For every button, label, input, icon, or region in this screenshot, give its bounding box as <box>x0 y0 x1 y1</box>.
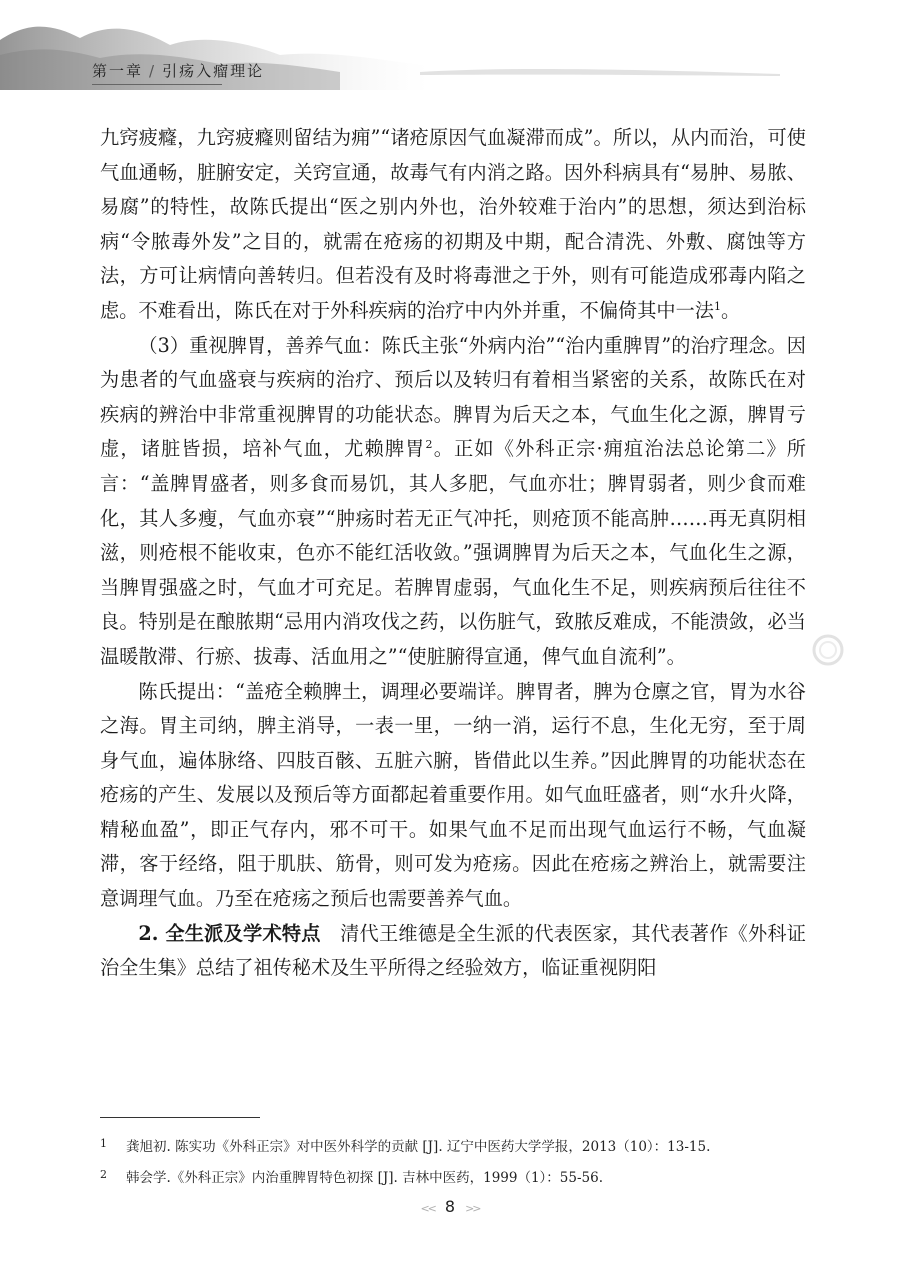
paragraph-1-text: 九窍疲癃，九窍疲癃则留结为痈”“诸疮原因气血凝滞而成”。所以，从内而治，可使气血通畅，脏腑安定，关窍宣通，故毒气有内消之路。因外科病具有“易肿、易脓、易腐”的特性，故陈氏提出“医之别内外也，治外较难于治内”的思想，须达到治标病“令脓毒外发”之目的，就需在疮疡的初期及中期，配合清洗、外敷、腐蚀等方法，方可让病情向善转归。但若没有及时将毒泄之于外，则有可能造成邪毒内陷之虑。不难看出，陈氏在对于外科疾病的治疗中内外并重，不偏倚其中一法 <box>100 126 806 322</box>
paragraph-3: 陈氏提出：“盖疮全赖脾土，调理必要端详。脾胃者，脾为仓廪之官，胃为水谷之海。胃主司纳，脾主消导，一表一里，一纳一消，运行不息，生化无穷，至于周身气血，遍体脉络、四肢百骸、五脏六腑，皆借此以生养。”因此脾胃的功能状态在疮疡的产生、发展以及预后等方面都起着重要作用。如气血旺盛者，则“水升火降，精秘血盈”，即正气存内，邪不可干。如果气血不足而出现气血运行不畅，气血凝滞，客于经络，阻于肌肤、筋骨，则可发为疮疡。因此在疮疡之辨治上，就需要注意调理气血。乃至在疮疡之预后也需要善养气血。 <box>100 679 806 911</box>
paragraph-4 <box>100 917 806 986</box>
footnote-2-num: 2 <box>100 1168 107 1181</box>
paragraph-1 <box>100 121 806 329</box>
paragraph-2-text-b: 。正如《外科正宗·痈疽治法总论第二》所言：“盖脾胃盛者，则多食而易饥，其人多肥，气血亦壮；脾胃弱者，则少食而难化，其人多瘦，气血亦衰”“肿疡时若无正气冲托，则疮顶不能高肿……再无真阴相滋，则疮根不能收束，色亦不能红活收敛。”强调脾胃为后天之本，气血化生之源，当脾胃强盛之时，气血才可充足。若脾胃虚弱，气血化生不足，则疾病预后往往不良。特别是在酿脓期“忌用内消攻伐之药，以伤脏气，致脓反难成，不能溃敛，必当温暖散滞、行瘀、拔毒、活血用之”“使脏腑得宣通，俾气血自流利”。 <box>100 437 806 668</box>
header-separator: / <box>149 62 157 80</box>
footnote-1-text: 龚旭初. 陈实功《外科正宗》对中医外科学的贡献 [J]. 辽宁中医药大学学报，2013（10）：13-15. <box>126 1139 711 1155</box>
body-text <box>100 121 806 986</box>
footnote-1 <box>100 1130 820 1161</box>
footnotes <box>100 1130 820 1192</box>
paragraph-2-text-a: （3）重视脾胃，善养气血：陈氏主张“外病内治”“治内重脾胃”的治疗理念。因为患者的气血盛衰与疾病的治疗、预后以及转归有着相当紧密的关系，故陈氏在对疾病的辨治中非常重视脾胃的功能状态。脾胃为后天之本，气血生化之源，脾胃亏虚，诸脏皆损，培补气血，尤赖脾胃 <box>100 333 806 461</box>
footnote-1-num: 1 <box>100 1137 107 1150</box>
paragraph-1-end: 。 <box>721 298 741 322</box>
ornament-left-icon: << <box>420 1202 435 1215</box>
header-rule <box>92 84 222 85</box>
section-heading: 2. 全生派及学术特点 <box>138 921 321 945</box>
footnote-2-text: 韩会学.《外科正宗》内治重脾胃特色初探 [J]. 吉林中医药，1999（1）：55-56. <box>126 1170 604 1186</box>
chapter-title: 引疡入瘤理论 <box>162 62 265 80</box>
footnote-ref-1: 1 <box>714 299 721 313</box>
chapter-label: 第一章 <box>92 62 144 80</box>
footnote-rule <box>100 1117 260 1118</box>
watermark-stamp-icon <box>810 632 846 668</box>
page-number: 8 <box>444 1197 456 1216</box>
footnote-ref-2: 2 <box>425 438 433 452</box>
paragraph-4-text: 清代王维德是全生派的代表医家，其代表著作《外科证治全生集》总结了祖传秘术及生平所得之经验效方，临证重视阴阳 <box>100 921 806 980</box>
ornament-right-icon: >> <box>465 1202 480 1215</box>
running-header <box>92 60 264 81</box>
footnote-2 <box>100 1161 820 1192</box>
paragraph-2 <box>100 329 806 675</box>
page-footer <box>0 1197 900 1216</box>
